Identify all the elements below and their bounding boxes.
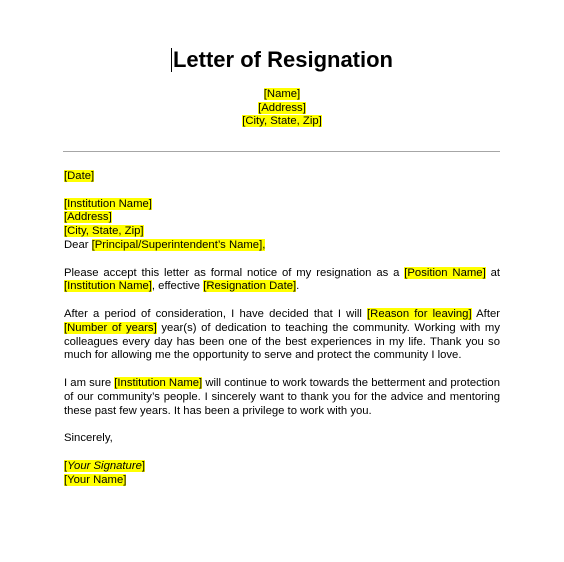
paragraph-thanks: I am sure [Institution Name] will continue to work towards the betterment and protection of our community’s people. I sincerely want to thank you for the advice and mentoring these past few years. It has been a privilege to work with you. (64, 376, 500, 417)
signature-field: [Your Signature] (64, 459, 146, 472)
paragraph-notice: Please accept this letter as formal notice of my resignation as a [Position Name] at [Institution Name], effective [Resignation Date]. (64, 266, 500, 293)
sender-block (0, 88, 564, 129)
sender-city-state-zip: [City, State, Zip] (242, 115, 322, 128)
recipient-address: [Address] (64, 211, 112, 224)
resignation-date-field: [Resignation Date] (203, 280, 297, 293)
institution-name-field: [Institution Name] (64, 280, 152, 293)
years-field: [Number of years] (64, 321, 157, 334)
your-name-field: [Your Name] (64, 473, 127, 486)
reason-field: [Reason for leaving] (367, 307, 472, 320)
closing: Sincerely, (64, 432, 113, 445)
letter-body (64, 170, 500, 487)
horizontal-divider (63, 151, 500, 152)
text-cursor (171, 48, 172, 72)
letter-title (0, 46, 564, 74)
recipient-institution: [Institution Name] (64, 197, 152, 210)
date-field: [Date] (64, 170, 95, 182)
paragraph-reason: After a period of consideration, I have decided that I will [Reason for leaving] After [Number of years] year(s) of dedication to teaching the community. Working with my colleagues every day has been one of the best experiences in my life. Thank you so much for allowing me the opportunity to serve and protect the community I love. (64, 307, 500, 362)
salutation-name: [Principal/Superintendent’s Name], (91, 238, 266, 251)
position-name-field: [Position Name] (404, 266, 486, 279)
salutation: Dear [Principal/Superintendent’s Name], (64, 238, 266, 251)
sender-name: [Name] (263, 88, 301, 100)
recipient-city-state-zip: [City, State, Zip] (64, 225, 144, 238)
institution-name-field-2: [Institution Name] (114, 376, 203, 389)
sender-address: [Address] (258, 101, 306, 114)
letter-title-text: Letter of Resignation (172, 47, 393, 72)
